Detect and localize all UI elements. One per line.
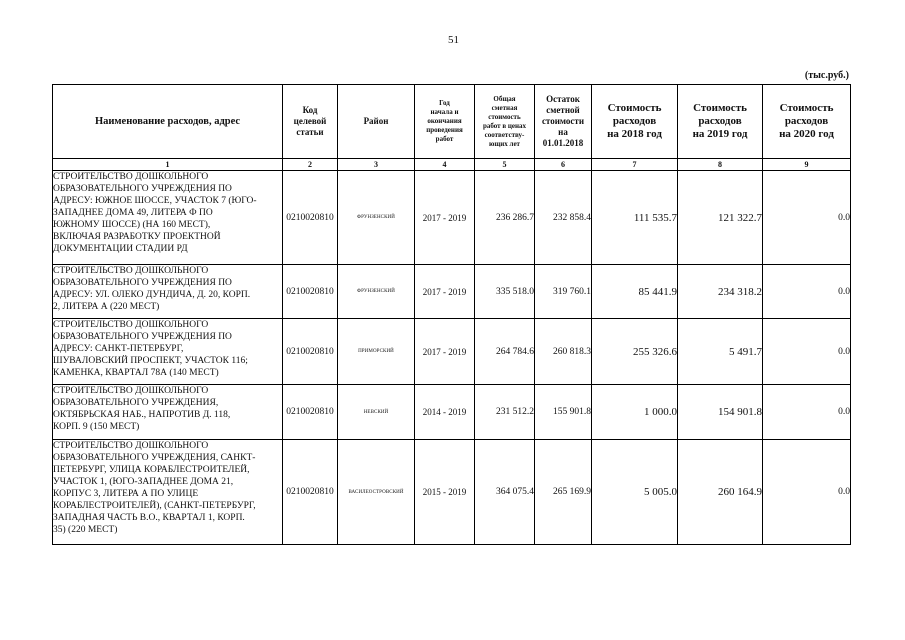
cell-cost-2020: 0.0 xyxy=(763,171,851,265)
cell-district: ФРУНЗЕНСКИЙ xyxy=(338,265,415,319)
header-code-line: статьи xyxy=(296,127,324,137)
cell-name xyxy=(53,440,283,545)
header-total-cost-line: сметная xyxy=(491,103,518,112)
cell-cost-2020: 0.0 xyxy=(763,440,851,545)
name-line: АДРЕСУ: УЛ. ОЛЕКО ДУНДИЧА, Д. 20, КОРП. xyxy=(53,290,251,300)
name-line: ОБРАЗОВАТЕЛЬНОГО УЧРЕЖДЕНИЯ ПО xyxy=(53,184,232,194)
name-line: СТРОИТЕЛЬСТВО ДОШКОЛЬНОГО xyxy=(53,386,209,396)
cell-period: 2014 - 2019 xyxy=(415,385,475,440)
cell-period: 2017 - 2019 xyxy=(415,319,475,385)
cell-total-cost: 236 286.7 xyxy=(475,171,535,265)
cell-code: 0210020810 xyxy=(283,385,338,440)
header-cost-2018-line: на 2018 год xyxy=(607,128,662,140)
name-line: АДРЕСУ: САНКТ-ПЕТЕРБУРГ, xyxy=(53,344,184,354)
cell-cost-2019: 234 318.2 xyxy=(678,265,763,319)
column-number: 9 xyxy=(763,159,851,171)
header-district: Район xyxy=(338,85,415,159)
cell-code: 0210020810 xyxy=(283,440,338,545)
header-remaining-line: сметной xyxy=(546,105,580,115)
cell-period: 2015 - 2019 xyxy=(415,440,475,545)
header-cost-2018 xyxy=(592,85,678,159)
cell-total-cost: 335 518.0 xyxy=(475,265,535,319)
cell-name xyxy=(53,265,283,319)
header-cost-2020-line: расходов xyxy=(784,115,829,127)
name-line: ДОКУМЕНТАЦИИ СТАДИИ РД xyxy=(53,244,188,254)
header-period-line: окончания xyxy=(427,117,462,125)
header-cost-2019-line: Стоимость xyxy=(693,102,747,114)
cell-total-cost: 264 784.6 xyxy=(475,319,535,385)
name-line: СТРОИТЕЛЬСТВО ДОШКОЛЬНОГО xyxy=(53,320,209,330)
header-total-cost-line: ющих лет xyxy=(488,139,520,148)
cell-cost-2018: 255 326.6 xyxy=(592,319,678,385)
name-line: ЮЖНОМУ ШОССЕ) (НА 160 МЕСТ), xyxy=(53,220,211,230)
cell-total-cost: 364 075.4 xyxy=(475,440,535,545)
cell-cost-2019: 260 164.9 xyxy=(678,440,763,545)
header-total-cost-line: соответству- xyxy=(484,130,525,139)
cell-cost-2018: 1 000.0 xyxy=(592,385,678,440)
column-number: 2 xyxy=(283,159,338,171)
header-period-line: работ xyxy=(435,135,454,143)
cell-district: ФРУНЗЕНСКИЙ xyxy=(338,171,415,265)
table-row xyxy=(53,385,851,440)
name-line: ЗАПАДНЕЕ ДОМА 49, ЛИТЕРА Ф ПО xyxy=(53,208,213,218)
header-total-cost-line: работ в ценах xyxy=(482,121,527,130)
header-remaining xyxy=(535,85,592,159)
cell-name xyxy=(53,319,283,385)
name-line: ВКЛЮЧАЯ РАЗРАБОТКУ ПРОЕКТНОЙ xyxy=(53,232,221,242)
header-total-cost xyxy=(475,85,535,159)
header-cost-2018-line: расходов xyxy=(612,115,657,127)
cell-total-cost: 231 512.2 xyxy=(475,385,535,440)
cell-name xyxy=(53,385,283,440)
table-row xyxy=(53,440,851,545)
cell-cost-2019: 154 901.8 xyxy=(678,385,763,440)
header-remaining-line: 01.01.2018 xyxy=(542,138,584,148)
header-cost-2020-line: Стоимость xyxy=(779,102,834,114)
cell-code: 0210020810 xyxy=(283,319,338,385)
header-cost-2020-line: на 2020 год xyxy=(779,128,834,140)
column-number: 5 xyxy=(475,159,535,171)
name-line: АДРЕСУ: ЮЖНОЕ ШОССЕ, УЧАСТОК 7 (ЮГО- xyxy=(53,196,257,206)
header-period xyxy=(415,85,475,159)
cell-code: 0210020810 xyxy=(283,171,338,265)
header-period-line: проведения xyxy=(426,126,463,134)
header-cost-2019-line: на 2019 год xyxy=(692,128,748,140)
column-number: 6 xyxy=(535,159,592,171)
header-cost-2019 xyxy=(678,85,763,159)
column-number-row xyxy=(53,159,851,171)
name-line: КОРАБЛЕСТРОИТЕЛЕЙ), (САНКТ-ПЕТЕРБУРГ, xyxy=(53,501,256,511)
cell-remaining: 265 169.9 xyxy=(535,440,592,545)
cell-period: 2017 - 2019 xyxy=(415,265,475,319)
cell-district: ПРИМОРСКИЙ xyxy=(338,319,415,385)
cell-cost-2020: 0.0 xyxy=(763,319,851,385)
header-remaining-line: стоимости xyxy=(541,116,585,126)
cell-cost-2019: 5 491.7 xyxy=(678,319,763,385)
name-line: ПЕТЕРБУРГ, УЛИЦА КОРАБЛЕСТРОИТЕЛЕЙ, xyxy=(53,465,250,475)
name-line: КОРП. 9 (150 МЕСТ) xyxy=(53,422,140,432)
cell-remaining: 232 858.4 xyxy=(535,171,592,265)
name-line: ОКТЯБРЬСКАЯ НАБ., НАПРОТИВ Д. 118, xyxy=(53,410,231,420)
page-number: 51 xyxy=(448,34,459,46)
cell-period: 2017 - 2019 xyxy=(415,171,475,265)
cell-cost-2019: 121 322.7 xyxy=(678,171,763,265)
name-line: УЧАСТОК 1, (ЮГО-ЗАПАДНЕЕ ДОМА 21, xyxy=(53,477,234,487)
column-number: 3 xyxy=(338,159,415,171)
cell-cost-2020: 0.0 xyxy=(763,265,851,319)
cell-district: ВАСИЛЕОСТРОВСКИЙ xyxy=(338,440,415,545)
cell-remaining: 260 818.3 xyxy=(535,319,592,385)
column-number: 1 xyxy=(53,159,283,171)
name-line: ОБРАЗОВАТЕЛЬНОГО УЧРЕЖДЕНИЯ, xyxy=(53,398,219,408)
budget-table xyxy=(52,84,851,545)
name-line: 2, ЛИТЕРА А (220 МЕСТ) xyxy=(53,302,160,312)
header-period-line: начала и xyxy=(430,108,459,116)
header-row xyxy=(53,85,851,159)
name-line: СТРОИТЕЛЬСТВО ДОШКОЛЬНОГО xyxy=(53,266,209,276)
table-row xyxy=(53,265,851,319)
header-period-line: Год xyxy=(439,99,450,107)
header-cost-2018-line: Стоимость xyxy=(607,102,662,114)
cell-cost-2020: 0.0 xyxy=(763,385,851,440)
header-code-line: Код xyxy=(302,105,318,115)
cell-name xyxy=(53,171,283,265)
cell-cost-2018: 5 005.0 xyxy=(592,440,678,545)
column-number: 7 xyxy=(592,159,678,171)
name-line: 35) (220 МЕСТ) xyxy=(53,525,118,535)
header-total-cost-line: стоимость xyxy=(488,112,521,121)
table-row xyxy=(53,171,851,265)
header-cost-2019-line: расходов xyxy=(698,115,742,127)
name-line: КАМЕНКА, КВАРТАЛ 78А (140 МЕСТ) xyxy=(53,368,219,378)
header-code xyxy=(283,85,338,159)
name-line: ШУВАЛОВСКИЙ ПРОСПЕКТ, УЧАСТОК 116; xyxy=(53,356,248,366)
header-remaining-line: на xyxy=(558,127,568,137)
cell-remaining: 155 901.8 xyxy=(535,385,592,440)
cell-remaining: 319 760.1 xyxy=(535,265,592,319)
cell-cost-2018: 111 535.7 xyxy=(592,171,678,265)
name-line: ОБРАЗОВАТЕЛЬНОГО УЧРЕЖДЕНИЯ ПО xyxy=(53,278,232,288)
cell-code: 0210020810 xyxy=(283,265,338,319)
name-line: ОБРАЗОВАТЕЛЬНОГО УЧРЕЖДЕНИЯ, САНКТ- xyxy=(53,453,256,463)
column-number: 4 xyxy=(415,159,475,171)
name-line: СТРОИТЕЛЬСТВО ДОШКОЛЬНОГО xyxy=(53,441,209,451)
header-name: Наименование расходов, адрес xyxy=(53,85,283,159)
name-line: ОБРАЗОВАТЕЛЬНОГО УЧРЕЖДЕНИЯ ПО xyxy=(53,332,232,342)
name-line: СТРОИТЕЛЬСТВО ДОШКОЛЬНОГО xyxy=(53,172,209,182)
name-line: ЗАПАДНАЯ ЧАСТЬ В.О., КВАРТАЛ 1, КОРП. xyxy=(53,513,245,523)
cell-cost-2018: 85 441.9 xyxy=(592,265,678,319)
header-cost-2020 xyxy=(763,85,851,159)
cell-district: НЕВСКИЙ xyxy=(338,385,415,440)
header-code-line: целевой xyxy=(293,116,327,126)
table-row xyxy=(53,319,851,385)
header-total-cost-line: Общая xyxy=(493,94,516,103)
column-number: 8 xyxy=(678,159,763,171)
units-label: (тыс.руб.) xyxy=(804,70,849,81)
name-line: КОРПУС 3, ЛИТЕРА А ПО УЛИЦЕ xyxy=(53,489,199,499)
header-remaining-line: Остаток xyxy=(546,94,580,104)
